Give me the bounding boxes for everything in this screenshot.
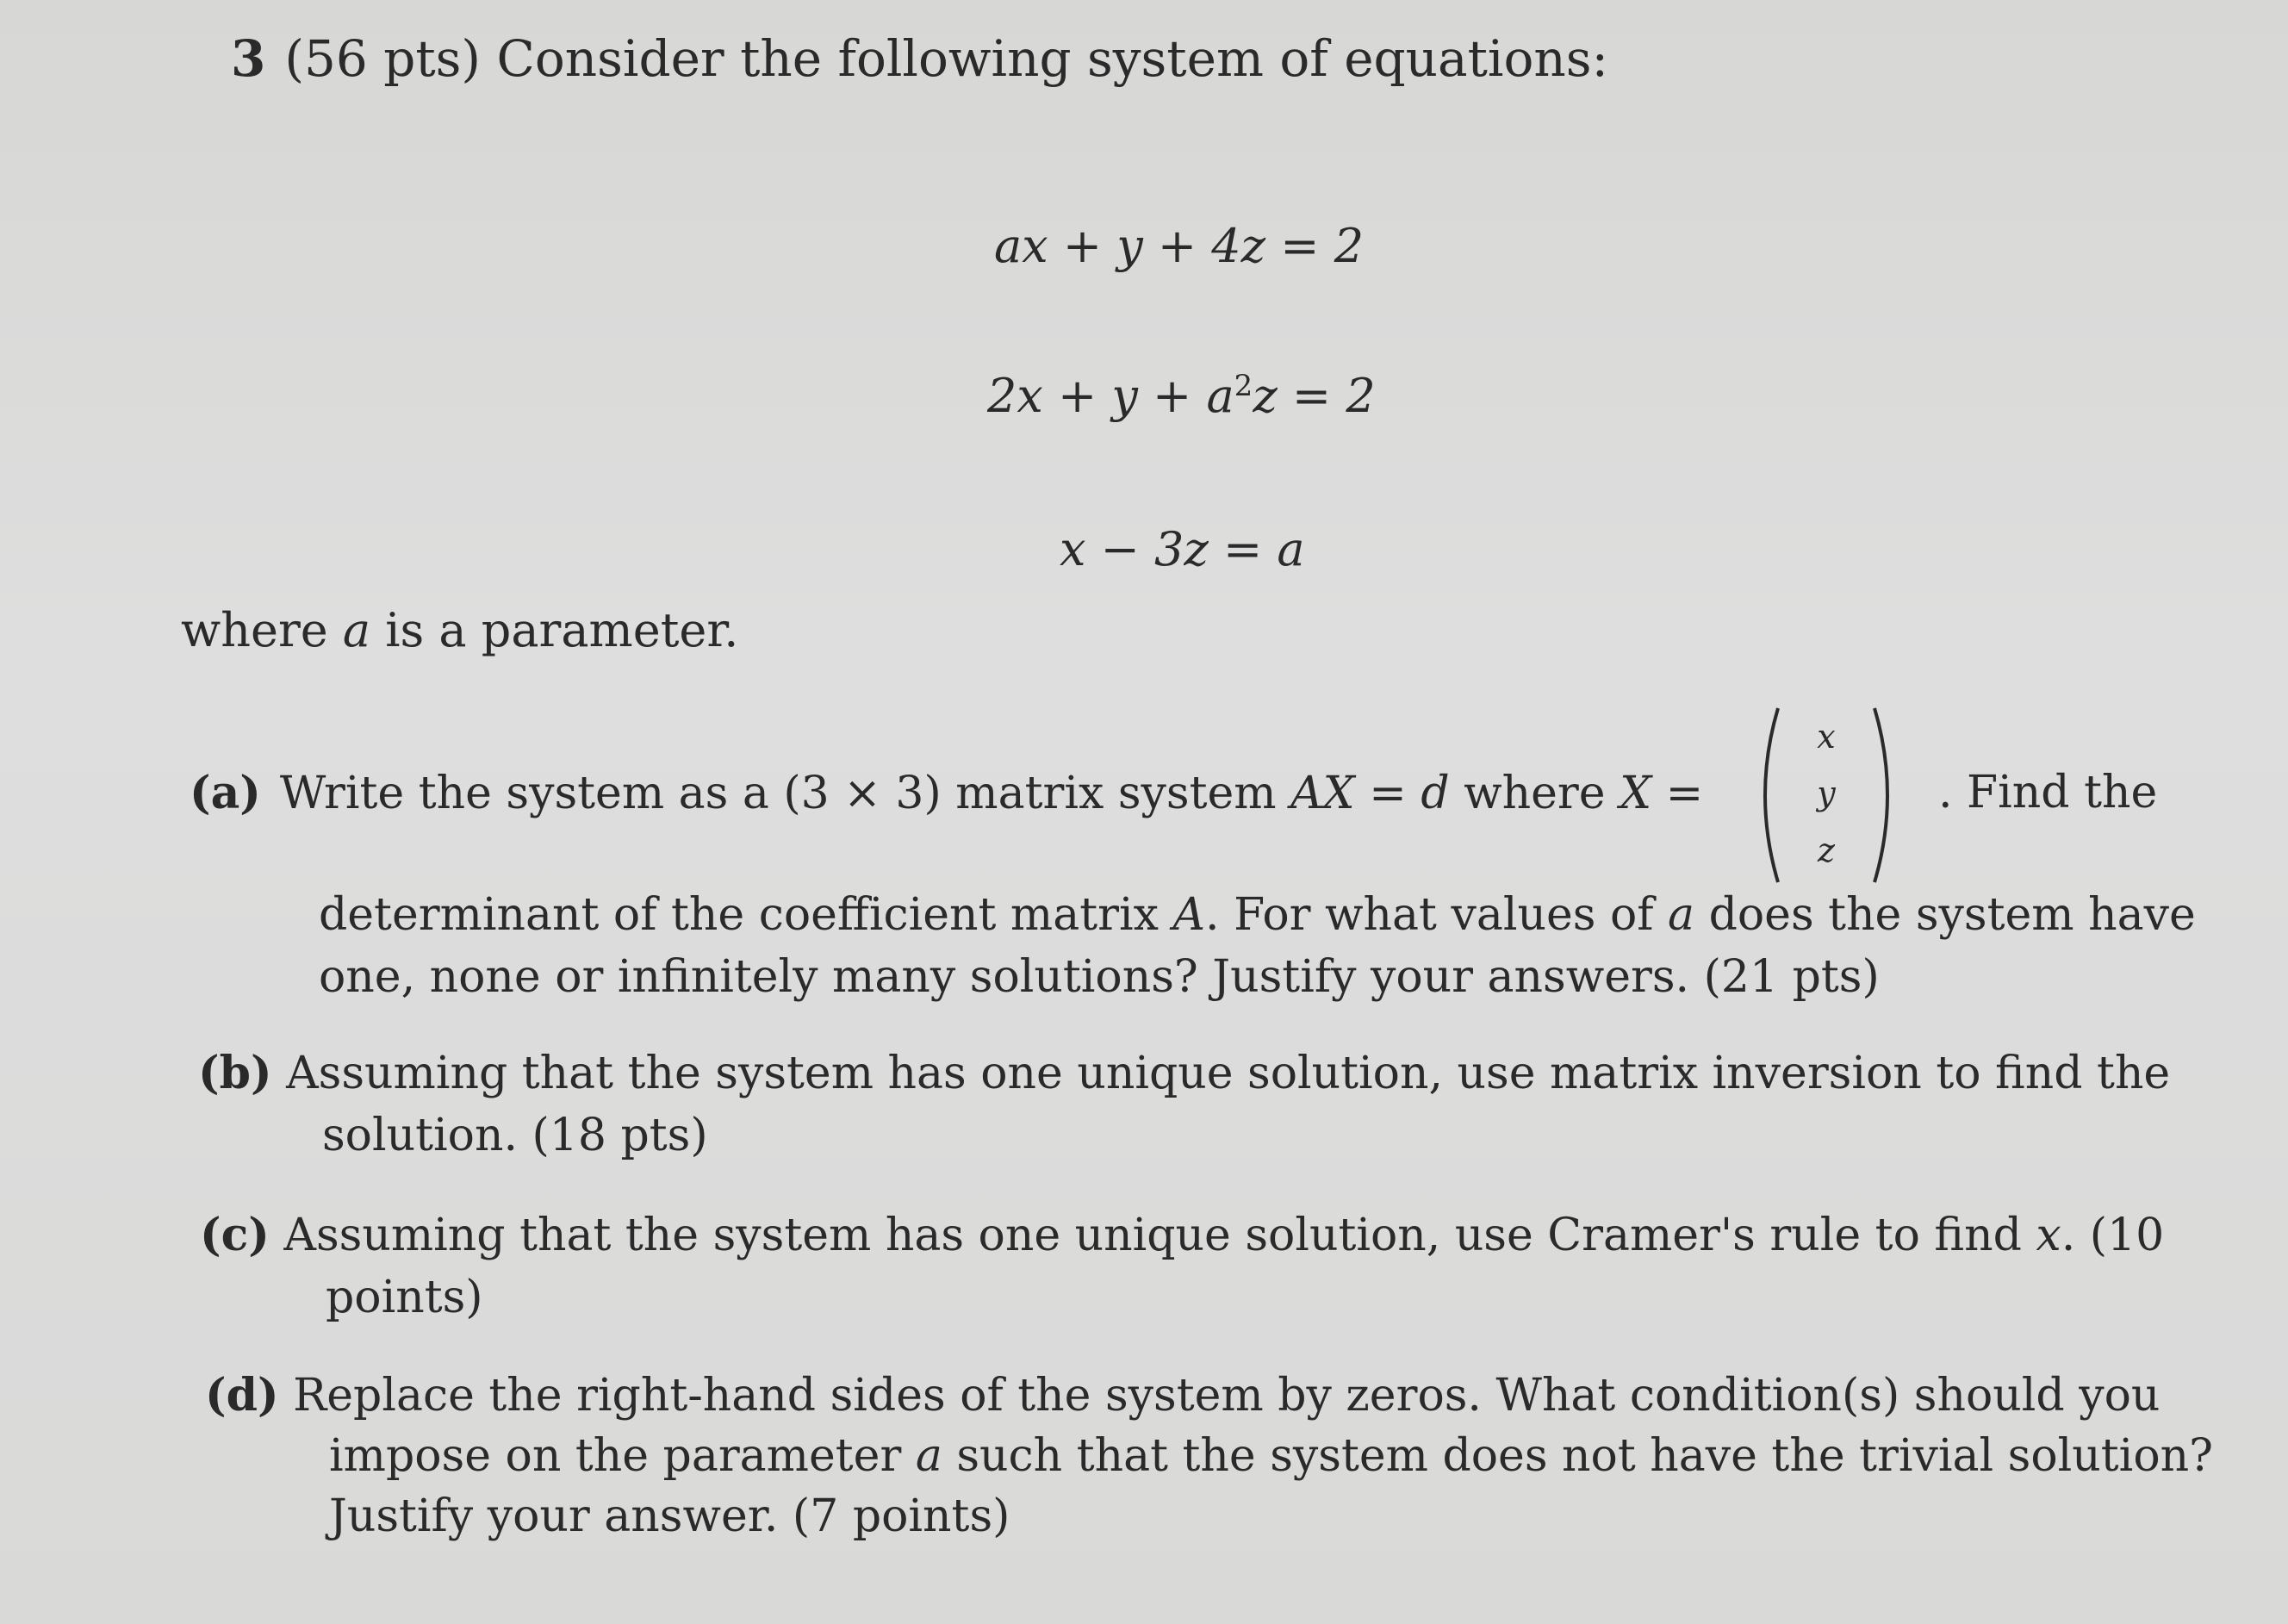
equation-2 <box>987 369 1376 423</box>
equation-2-left: 2x + y + a <box>987 369 1234 423</box>
equation-2-right: z = 2 <box>1253 369 1376 423</box>
column-vector-x <box>1749 705 1904 886</box>
problem-header-text: (56 pts) Consider the following system of equations: <box>284 29 1609 88</box>
part-c-points: . (10 <box>2061 1210 2165 1261</box>
part-c-var-x: x <box>2036 1210 2061 1261</box>
part-c-text-1: Assuming that the system has one unique solution, use Cramer's rule to find <box>283 1210 2036 1261</box>
part-c-label: (c) <box>200 1209 270 1261</box>
part-b-label: (b) <box>198 1047 272 1099</box>
part-a-line-2-text-a: determinant of the coefficient matrix <box>319 889 1173 941</box>
part-b-text-1: Assuming that the system has one unique solution, use matrix inversion to find the <box>286 1048 2171 1099</box>
left-paren-icon <box>1749 705 1783 886</box>
part-d-text-1: Replace the right-hand sides of the system by zeros. What condition(s) should you <box>293 1370 2161 1422</box>
problem-header <box>231 29 1608 88</box>
part-d-line-2 <box>329 1425 2213 1487</box>
part-a-equals-2: = <box>1651 768 1704 819</box>
part-b-line-2: solution. (18 pts) <box>322 1110 708 1161</box>
problem-number: 3 <box>231 29 266 88</box>
part-a-label: (a) <box>190 767 261 819</box>
part-d-line-1 <box>205 1365 2160 1427</box>
part-a-text-1: Write the system as a (3 × 3) matrix system <box>279 768 1291 819</box>
part-c-line-2: points) <box>326 1272 483 1323</box>
vector-entry-z: z <box>1817 831 1836 869</box>
vector-entry-y: y <box>1817 775 1836 812</box>
part-a-equals-1: = <box>1354 768 1421 819</box>
equation-3: x − 3z = a <box>1060 522 1305 576</box>
part-a-text-where: where <box>1449 768 1620 819</box>
part-b-line-1 <box>198 1042 2170 1104</box>
part-a-var-ax: AX <box>1290 768 1355 819</box>
part-a-line-2-text-c: does the system have <box>1694 889 2196 941</box>
part-a-var-x: X <box>1620 768 1652 819</box>
part-a-line-1 <box>190 767 1703 819</box>
vector-entries <box>1800 708 1852 879</box>
part-c-line-1 <box>200 1204 2164 1266</box>
equation-1: ax + y + 4z = 2 <box>994 219 1365 273</box>
part-d-line-3: Justify your answer. (7 points) <box>329 1490 1010 1542</box>
part-d-label: (d) <box>205 1369 279 1422</box>
part-a-var-d: d <box>1421 768 1450 819</box>
part-d-var-a: a <box>915 1430 942 1482</box>
part-a-line-2 <box>319 884 2196 946</box>
part-d-text-2b: such that the system does not have the trivial solution? <box>942 1430 2213 1482</box>
part-a-line-3: one, none or infinitely many solutions? Justify your answers. (21 pts) <box>319 951 1880 1003</box>
part-a-var-a-matrix: A <box>1172 889 1206 941</box>
parameter-note-after: is a parameter. <box>370 603 739 657</box>
part-a-find-the: . Find the <box>1938 767 2158 818</box>
part-d-text-2a: impose on the parameter <box>329 1430 916 1482</box>
vector-entry-x: x <box>1817 718 1836 756</box>
equation-2-exponent: 2 <box>1234 369 1253 403</box>
parameter-note <box>181 603 738 657</box>
right-paren-icon <box>1869 705 1904 886</box>
part-a-var-a: a <box>1668 889 1695 941</box>
parameter-variable: a <box>342 603 371 657</box>
parameter-note-before: where <box>181 603 343 657</box>
part-a-line-2-text-b: . For what values of <box>1205 889 1669 941</box>
